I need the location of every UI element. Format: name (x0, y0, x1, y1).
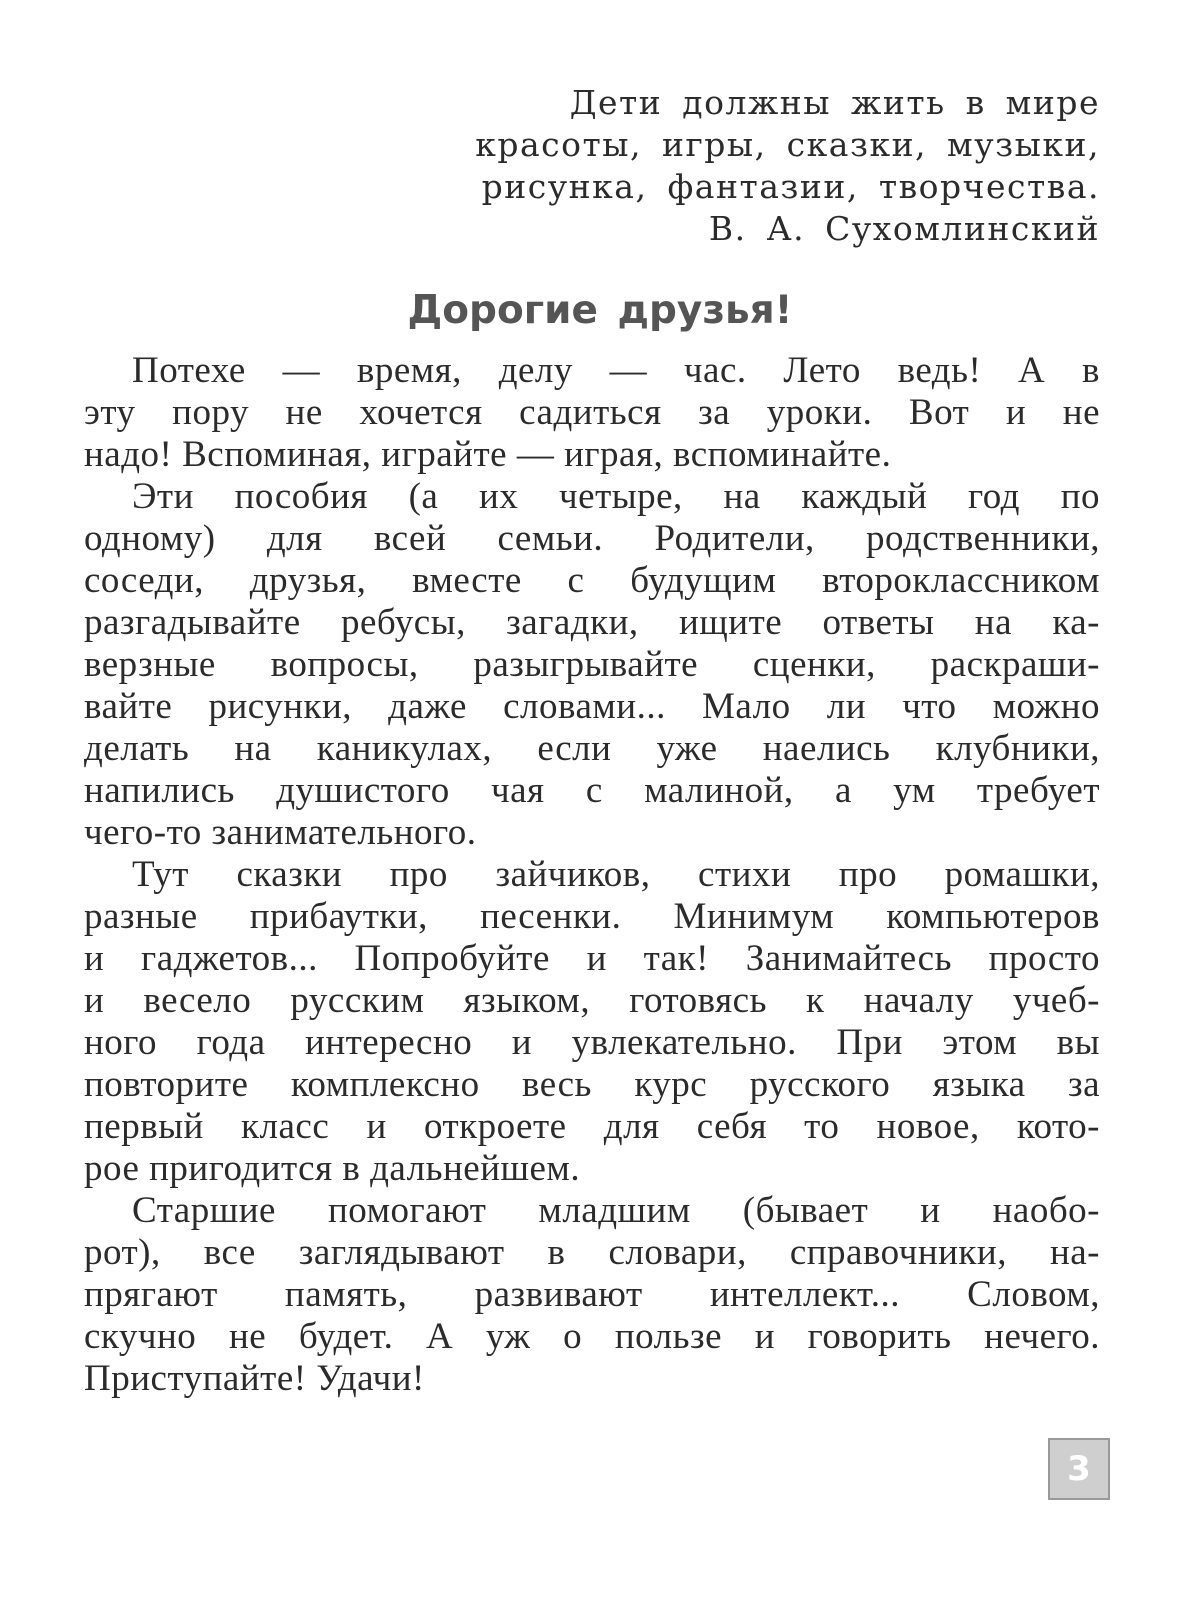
text-line: одному) для всей семьи. Родители, родственники, (84, 518, 1100, 559)
text-line: верзные вопросы, разыгрывайте сценки, раскраши- (84, 644, 1100, 685)
text-line: надо! Вспоминая, играйте — играя, вспоминайте. (84, 434, 892, 475)
paragraph (84, 854, 1100, 1190)
epigraph-line: красоты, игры, сказки, музыки, (475, 125, 1100, 164)
text-line: скучно не будет. А уж о пользе и говорить нечего. (84, 1316, 1100, 1357)
paragraph (84, 1190, 1100, 1400)
page-heading: Дорогие друзья! (407, 288, 793, 333)
text-line: чего-то занимательного. (84, 812, 477, 853)
text-line: эту пору не хочется садиться за уроки. Вот и не (84, 392, 1100, 433)
epigraph-line: рисунка, фантазии, творчества. (481, 167, 1100, 206)
epigraph-line: Дети должны жить в мире (569, 83, 1100, 122)
text-line: Потехе — время, делу — час. Лето ведь! А в (132, 350, 1100, 391)
epigraph (380, 82, 1100, 250)
text-line: разгадывайте ребусы, загадки, ищите ответы на ка- (84, 602, 1100, 643)
text-line: напились душистого чая с малиной, а ум требует (84, 770, 1100, 811)
page-number: 3 (1048, 1438, 1110, 1500)
text-line: вайте рисунки, даже словами... Мало ли что можно (84, 686, 1100, 727)
text-line: прягают память, развивают интеллект... Словом, (84, 1274, 1100, 1315)
text-line: и весело русским языком, готовясь к началу учеб- (84, 980, 1100, 1021)
text-line: рое пригодится в дальнейшем. (84, 1148, 581, 1189)
text-line: Старшие помогают младшим (бывает и наобо- (132, 1190, 1100, 1231)
text-line: рот), все заглядывают в словари, справочники, на- (84, 1232, 1100, 1273)
text-line: ного года интересно и увлекательно. При этом вы (84, 1022, 1100, 1063)
text-line: Приступайте! Удачи! (84, 1358, 425, 1399)
text-line: первый класс и откроете для себя то новое, кото- (84, 1106, 1100, 1147)
paragraph (84, 476, 1100, 854)
text-line: Тут сказки про зайчиков, стихи про ромашки, (132, 854, 1100, 895)
text-line: и гаджетов... Попробуйте и так! Занимайтесь просто (84, 938, 1100, 979)
text-line: повторите комплексно весь курс русского языка за (84, 1064, 1100, 1105)
epigraph-author: В. А. Сухомлинский (708, 209, 1100, 248)
text-line: делать на каникулах, если уже наелись клубники, (84, 728, 1100, 769)
body-text (84, 350, 1100, 1400)
text-line: Эти пособия (а их четыре, на каждый год по (132, 476, 1100, 517)
text-line: соседи, друзья, вместе с будущим второклассником (84, 560, 1100, 601)
paragraph (84, 350, 1100, 476)
text-line: разные прибаутки, песенки. Минимум компьютеров (84, 896, 1100, 937)
